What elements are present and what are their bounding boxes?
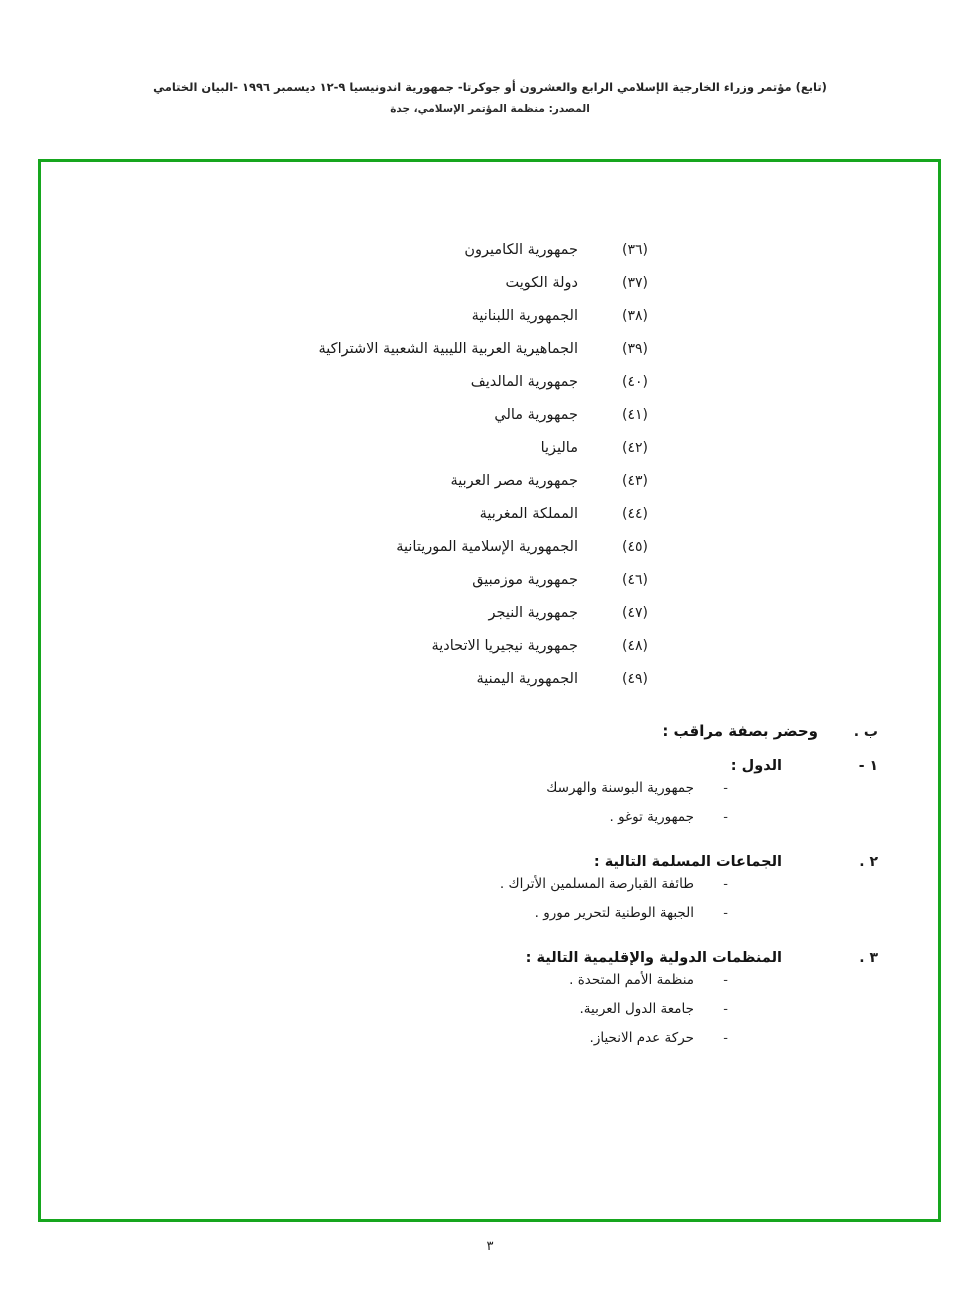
country-number: (٣٧) xyxy=(622,275,648,291)
list-item xyxy=(178,972,878,1001)
item-bullet: - xyxy=(723,1002,728,1017)
list-item xyxy=(228,275,648,308)
observer-group-communities xyxy=(178,854,878,934)
list-item xyxy=(178,809,878,838)
country-name: دولة الكويت xyxy=(505,275,578,291)
country-name: جمهورية مالي xyxy=(494,407,578,423)
list-item xyxy=(178,1030,878,1059)
item-bullet: - xyxy=(723,906,728,921)
country-name: جمهورية موزمبيق xyxy=(472,572,578,588)
list-item xyxy=(228,407,648,440)
group-title: المنظمات الدولية والإقليمية التالية : xyxy=(525,950,782,966)
list-item xyxy=(228,539,648,572)
list-item xyxy=(228,605,648,638)
item-label: الجبهة الوطنية لتحرير مورو . xyxy=(534,905,694,921)
country-name: جمهورية مصر العربية xyxy=(450,473,578,489)
group-heading xyxy=(178,758,878,774)
country-name: الجمهورية الإسلامية الموريتانية xyxy=(396,539,578,555)
country-number: (٤١) xyxy=(622,407,648,423)
list-item xyxy=(228,374,648,407)
item-label: حركة عدم الانحياز. xyxy=(589,1030,694,1046)
list-item xyxy=(228,572,648,605)
group-title: الدول : xyxy=(730,758,782,774)
country-number: (٣٦) xyxy=(622,242,648,258)
list-item xyxy=(228,638,648,671)
item-label: جامعة الدول العربية. xyxy=(579,1001,694,1017)
observer-group-organizations xyxy=(178,950,878,1059)
group-title: الجماعات المسلمة التالية : xyxy=(593,854,782,870)
country-name: الجمهورية اللبنانية xyxy=(471,308,578,324)
country-number: (٤٥) xyxy=(622,539,648,555)
list-item xyxy=(178,876,878,905)
country-name: ماليزيا xyxy=(540,440,578,456)
country-number: (٤٨) xyxy=(622,638,648,654)
document-header xyxy=(0,78,980,118)
group-heading xyxy=(178,950,878,966)
list-item xyxy=(228,242,648,275)
country-name: جمهورية الكاميرون xyxy=(464,242,578,258)
list-item xyxy=(178,905,878,934)
country-name: الجماهيرية العربية الليبية الشعبية الاشتراكية xyxy=(318,341,578,357)
list-item xyxy=(228,473,648,506)
item-label: منظمة الأمم المتحدة . xyxy=(569,972,694,988)
country-list xyxy=(228,242,648,704)
list-item xyxy=(178,780,878,809)
list-item xyxy=(228,440,648,473)
item-bullet: - xyxy=(723,781,728,796)
list-item xyxy=(178,1001,878,1030)
list-item xyxy=(228,341,648,374)
country-name: الجمهورية اليمنية xyxy=(476,671,578,687)
country-number: (٤٦) xyxy=(622,572,648,588)
item-label: طائفة القبارصة المسلمين الأتراك . xyxy=(499,876,694,892)
country-number: (٣٩) xyxy=(622,341,648,357)
group-marker: ١ - xyxy=(858,758,878,774)
item-bullet: - xyxy=(723,973,728,988)
country-number: (٤٧) xyxy=(622,605,648,621)
list-item xyxy=(228,506,648,539)
country-name: جمهورية المالديف xyxy=(470,374,578,390)
country-number: (٣٨) xyxy=(622,308,648,324)
group-heading xyxy=(178,854,878,870)
item-label: جمهورية البوسنة والهرسك xyxy=(546,780,694,796)
page-number: ٣ xyxy=(486,1239,494,1254)
country-number: (٤٩) xyxy=(622,671,648,687)
group-marker: ٢ . xyxy=(859,854,878,870)
list-item xyxy=(228,308,648,341)
country-name: جمهورية نيجيريا الاتحادية xyxy=(431,638,578,654)
country-name: جمهورية النيجر xyxy=(488,605,578,621)
country-number: (٤٣) xyxy=(622,473,648,489)
item-label: جمهورية توغو . xyxy=(609,809,694,825)
observers-marker: ب . xyxy=(853,724,878,740)
item-bullet: - xyxy=(723,810,728,825)
observers-section xyxy=(178,722,878,1075)
observers-title: وحضر بصفة مراقب : xyxy=(662,722,818,740)
item-bullet: - xyxy=(723,1031,728,1046)
header-source-line: المصدر: منظمة المؤتمر الإسلامي، جدة xyxy=(390,102,590,115)
item-bullet: - xyxy=(723,877,728,892)
header-title-line: (تابع) مؤتمر وزراء الخارجية الإسلامي الرابع والعشرون أو جوكرتا- جمهورية اندونيسيا ٩-١٢ ديسمبر ١٩٩٦ -البيان الختامي xyxy=(153,80,827,94)
country-name: المملكة المغربية xyxy=(479,506,578,522)
country-number: (٤٤) xyxy=(622,506,648,522)
country-number: (٤٢) xyxy=(622,440,648,456)
observer-group-states xyxy=(178,758,878,838)
group-marker: ٣ . xyxy=(859,950,878,966)
country-number: (٤٠) xyxy=(622,374,648,390)
list-item xyxy=(228,671,648,704)
observers-heading xyxy=(178,722,878,740)
page-frame xyxy=(38,159,941,1222)
